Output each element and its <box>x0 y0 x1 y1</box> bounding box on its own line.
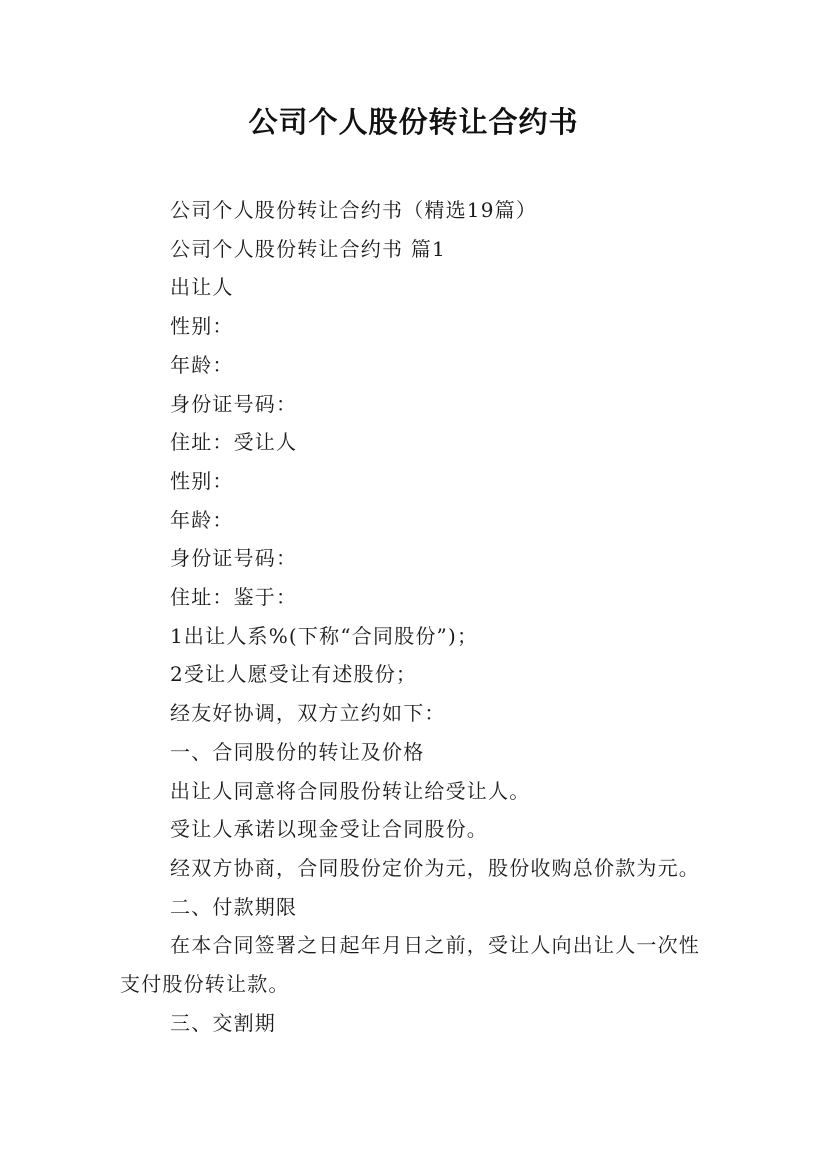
paragraph-clause-2-1: 在本合同签署之日起年月日之前，受让人向出让人一次性支付股份转让款。 <box>120 933 700 997</box>
paragraph-transferor: 出让人 <box>170 275 234 300</box>
paragraph-id-number-1: 身份证号码： <box>170 391 298 416</box>
paragraph-address-whereas: 住址：鉴于： <box>170 585 298 610</box>
paragraph-clause-1-1: 出让人同意将合同股份转让给受让人。 <box>170 778 531 803</box>
paragraph-recital-1: 1出让人系%(下称“合同股份”)； <box>170 623 479 648</box>
paragraph-age-2: 年龄： <box>170 507 234 532</box>
paragraph-gender-1: 性别： <box>170 314 234 339</box>
paragraph-clause-1-3: 经双方协商，合同股份定价为元，股份收购总价款为元。 <box>170 855 700 880</box>
paragraph-address-transferee: 住址：受让人 <box>170 430 298 455</box>
paragraph-intro: 公司个人股份转让合约书（精选19篇） <box>170 198 538 222</box>
section-heading-1: 一、合同股份的转让及价格 <box>170 739 425 764</box>
paragraph-chapter-heading: 公司个人股份转让合约书 篇1 <box>170 236 446 261</box>
paragraph-id-number-2: 身份证号码： <box>170 546 298 571</box>
paragraph-gender-2: 性别： <box>170 468 234 493</box>
paragraph-age-1: 年龄： <box>170 352 234 377</box>
document-title: 公司个人股份转让合约书 <box>248 105 579 139</box>
paragraph-recital-2: 2受让人愿受让有述股份； <box>170 662 418 687</box>
section-heading-3: 三、交割期 <box>170 1010 276 1035</box>
section-heading-2: 二、付款期限 <box>170 894 298 919</box>
document-body <box>120 191 720 1042</box>
paragraph-agreement-intro: 经友好协调，双方立约如下： <box>170 701 446 726</box>
paragraph-clause-1-2: 受让人承诺以现金受让合同股份。 <box>170 817 488 842</box>
